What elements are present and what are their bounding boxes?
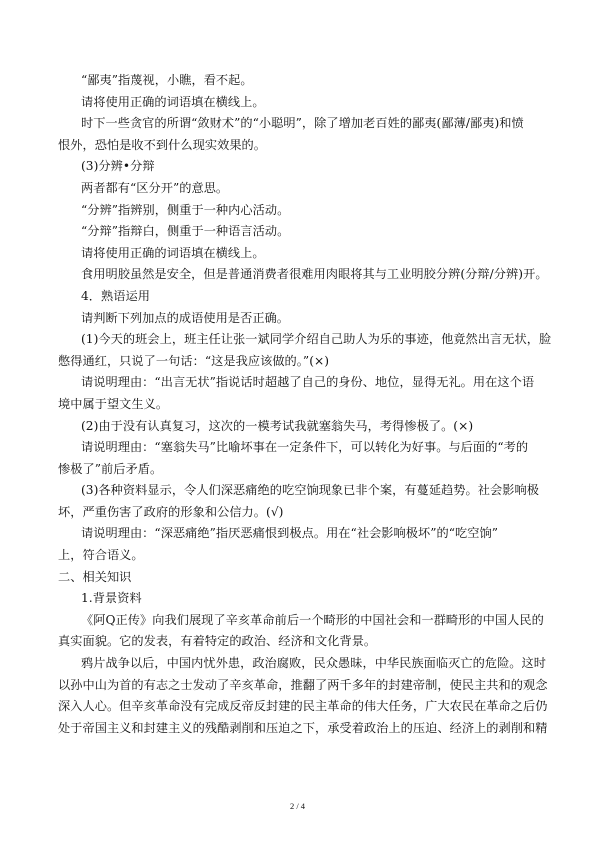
text-line: 时下一些贪官的所谓“敛财术”的“小聪明”，除了增加老百姓的鄙夷(鄙薄/鄙夷)和愤 [81,116,524,131]
text-line: (1)今天的班会上，班主任让张一斌同学介绍自己助人为乐的事迹，他竟然出言无状，脸 [81,332,552,347]
text-line: 境中属于望文生义。 [58,396,169,411]
text-line: 请说明理由：“深恶痛绝”指厌恶痛恨到极点。用在“社会影响极坏”的“吃空饷” [81,526,499,541]
document-body [58,70,552,739]
text-line: 以孙中山为首的有志之士发动了辛亥革命，推翻了两千多年的封建帝制，使民主共和的观念 [58,677,548,692]
text-line: (3)各种资料显示，令人们深恶痛绝的吃空饷现象已非个案，有蔓延趋势。社会影响极 [81,483,539,498]
text-line: 两者都有“区分开”的意思。 [81,180,229,195]
text-line: “分辨”指辨别，侧重于一种内心活动。 [81,202,290,217]
text-line: “分辩”指辩白，侧重于一种语言活动。 [81,224,290,239]
subsection-heading: 1.背景资料 [81,591,142,606]
text-line: 真实面貌。它的发表，有着特定的政治、经济和文化背景。 [58,634,377,649]
text-line: 恨外，恐怕是收不到什么现实效果的。 [58,137,267,152]
text-line: 处于帝国主义和封建主义的残酷剥削和压迫之下，承受着政治上的压迫、经济上的剥削和精 [58,720,548,735]
text-line: “鄙夷”指蔑视，小瞧，看不起。 [81,73,253,87]
text-line: (2)由于没有认真复习，这次的一模考试我就塞翁失马，考得惨极了。(×) [81,418,474,433]
text-line: 请判断下列加点的成语使用是否正确。 [81,310,290,325]
text-line: 鸦片战争以后，中国内忧外患，政治腐败，民众愚昧，中华民族面临灭亡的危险。这时 [81,656,547,671]
text-line: 惨极了”前后矛盾。 [58,461,163,476]
text-line: 憋得通红，只说了一句话：“这是我应该做的。”(×) [58,353,330,368]
subsection-heading: (3)分辨•分辩 [81,159,155,174]
text-line: 请说明理由：“塞翁失马”比喻坏事在一定条件下，可以转化为好事。与后面的“考的 [81,440,529,455]
text-line: 请说明理由：“出言无状”指说话时超越了自己的身份、地位，显得无礼。用在这个语 [81,375,535,390]
text-line: 请将使用正确的词语填在横线上。 [81,245,265,260]
text-line: 上，符合语义。 [58,548,144,563]
text-line: 食用明胶虽然是安全，但是普通消费者很难用肉眼将其与工业明胶分辨(分辩/分辨)开。 [81,267,548,282]
page-number: 2 / 4 [289,801,306,811]
text-line: 请将使用正确的词语填在横线上。 [81,94,265,109]
text-line: 坏，严重伤害了政府的形象和公信力。(√) [58,504,284,519]
text-line: 《阿Q正传》向我们展现了辛亥革命前后一个畸形的中国社会和一群畸形的中国人民的 [81,612,544,627]
subsection-heading: 4．熟语运用 [81,288,150,303]
text-line: 深入人心。但辛亥革命没有完成反帝反封建的民主革命的伟大任务，广大农民在革命之后仍 [58,699,548,714]
section-heading: 二、相关知识 [58,569,132,584]
